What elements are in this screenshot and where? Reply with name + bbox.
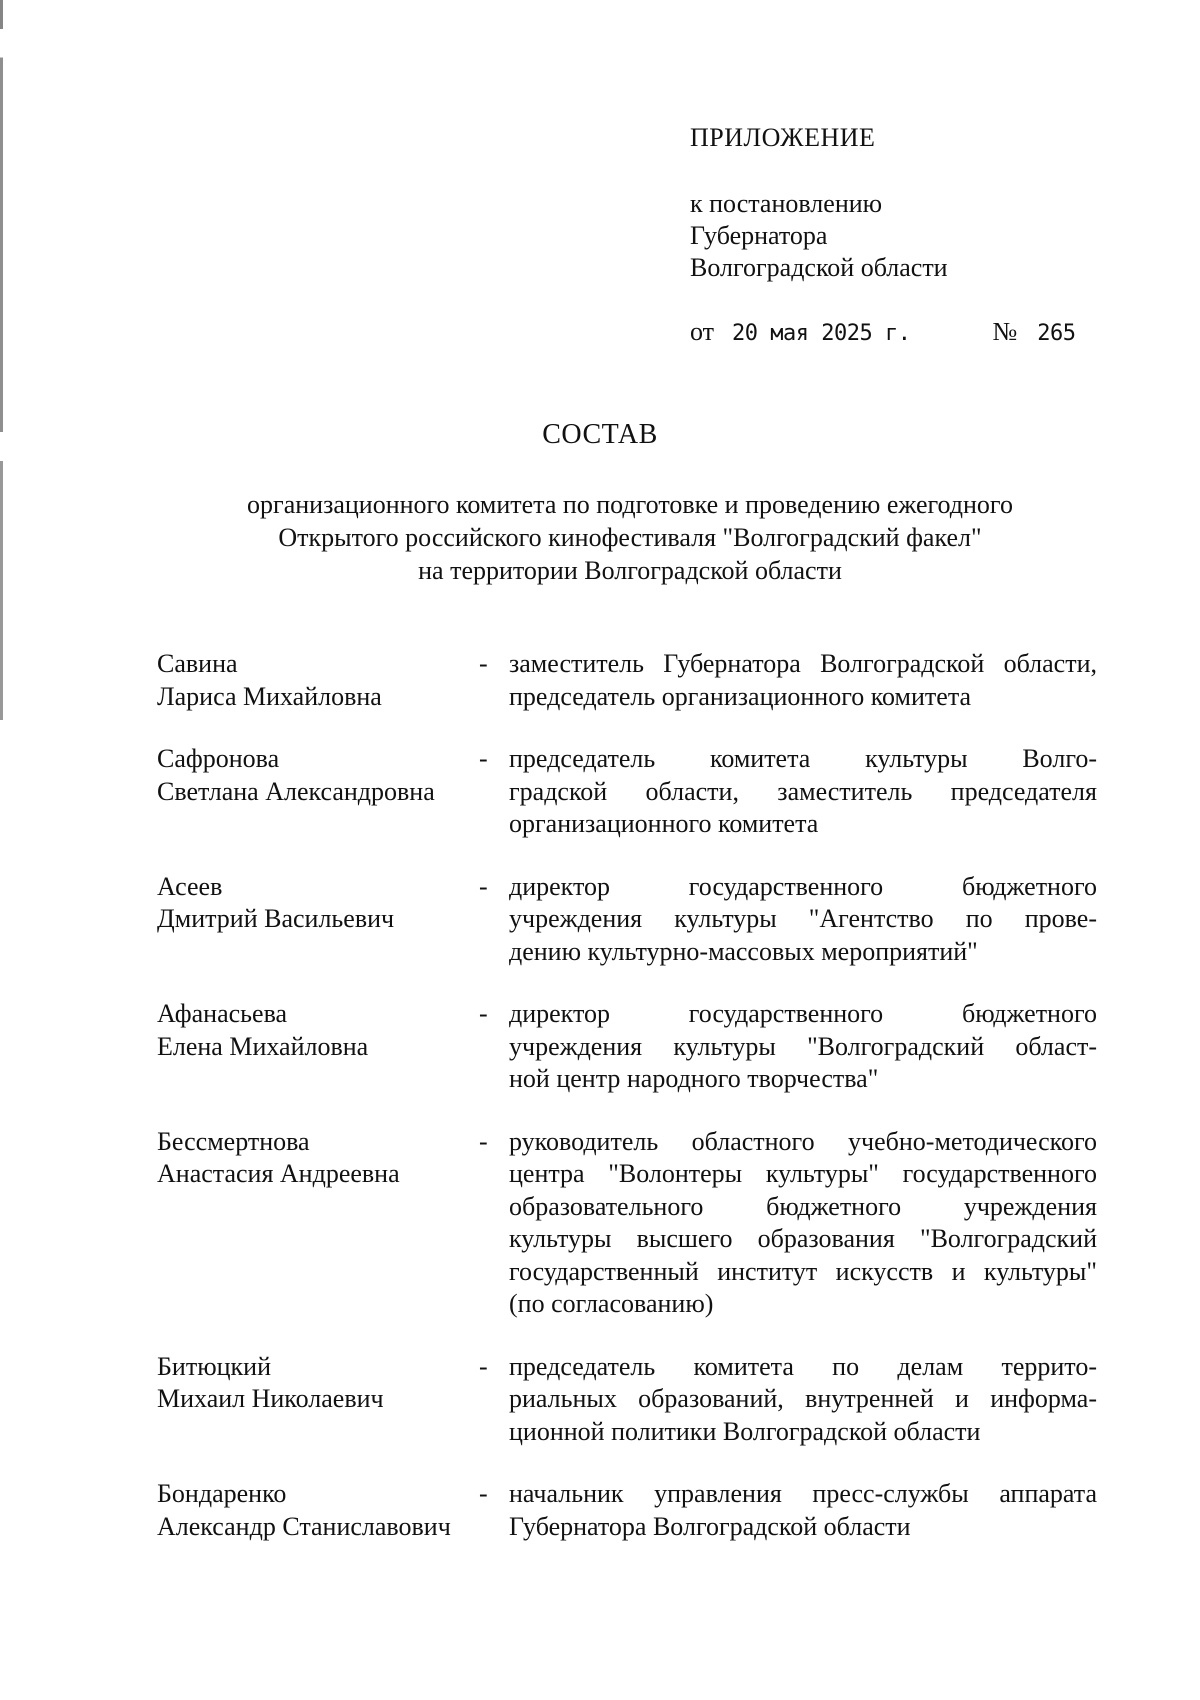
member-surname: Савина <box>157 649 238 678</box>
members-list <box>157 648 1097 1543</box>
member-entry <box>157 1126 1097 1321</box>
member-entry <box>157 1478 1097 1543</box>
role-line: градской области, заместитель председателя <box>509 776 1097 806</box>
member-name <box>157 743 479 808</box>
member-dash: - <box>479 1351 488 1381</box>
appendix-block <box>690 122 1110 350</box>
role-line: директор государственного бюджетного <box>509 871 1097 901</box>
member-surname: Асеев <box>157 871 223 901</box>
member-entry <box>157 743 1097 841</box>
role-line: организационного комитета <box>509 809 819 838</box>
scan-edge-artifact <box>0 0 3 720</box>
role-line: (по согласованию) <box>509 1289 714 1318</box>
role-line: риальных образований, внутренней и информа- <box>509 1384 1097 1413</box>
member-given-names: Светлана Александровна <box>157 776 435 806</box>
date-label: от <box>690 317 715 346</box>
member-dash: - <box>479 649 488 678</box>
member-name <box>157 1478 479 1543</box>
subtitle-line-3: на территории Волгоградской области <box>418 556 842 585</box>
role-line: учреждения культуры "Агентство по прове- <box>509 904 1097 933</box>
date-value: 20 мая 2025 г. <box>732 321 911 346</box>
member-surname: Бессмертнова <box>157 1126 310 1156</box>
member-role <box>509 998 1097 1096</box>
appendix-title: ПРИЛОЖЕНИЕ <box>690 123 876 152</box>
member-role <box>509 743 1097 841</box>
member-entry <box>157 648 1097 713</box>
member-surname: Сафронова <box>157 744 280 773</box>
member-surname: Битюцкий <box>157 1351 272 1381</box>
member-dash: - <box>479 871 488 901</box>
member-role <box>509 1126 1097 1321</box>
role-line: ной центр народного творчества" <box>509 1064 879 1093</box>
role-line: образовательного бюджетного учреждения <box>509 1191 1097 1221</box>
member-name <box>157 1126 479 1191</box>
role-line: Губернатора Волгоградской области <box>509 1511 911 1541</box>
number-sign: № <box>992 317 1018 346</box>
role-line: ционной политики Волгоградской области <box>509 1416 981 1446</box>
member-role <box>509 1351 1097 1449</box>
member-given-names: Дмитрий Васильевич <box>157 904 395 933</box>
role-line: председатель организационного комитета <box>509 681 972 711</box>
role-line: председатель комитета культуры Волго- <box>509 744 1097 773</box>
member-given-names: Анастасия Андреевна <box>157 1159 400 1188</box>
role-line: государственный институт искусств и культуры" <box>509 1256 1097 1286</box>
role-line: руководитель областного учебно-методического <box>509 1126 1097 1156</box>
number-value: 265 <box>1037 321 1076 346</box>
member-entry <box>157 1351 1097 1449</box>
role-line: учреждения культуры "Волгоградский област- <box>509 1031 1097 1061</box>
member-dash: - <box>479 744 488 773</box>
document-subtitle <box>150 488 1110 587</box>
appendix-line-1: к постановлению <box>690 189 883 218</box>
subtitle-line-1: организационного комитета по подготовке и проведению ежегодного <box>247 490 1013 519</box>
member-role <box>509 871 1097 969</box>
document-title: СОСТАВ <box>542 419 658 450</box>
appendix-line-2: Губернатора <box>690 221 828 250</box>
member-entry <box>157 998 1097 1096</box>
member-surname: Афанасьева <box>157 999 288 1028</box>
member-entry <box>157 871 1097 969</box>
role-line: культуры высшего образования "Волгоградский <box>509 1224 1097 1253</box>
role-line: центра "Волонтеры культуры" государственного <box>509 1159 1097 1188</box>
role-line: дению культурно-массовых мероприятий" <box>509 936 978 966</box>
member-name <box>157 998 479 1063</box>
member-given-names: Лариса Михайловна <box>157 681 382 711</box>
role-line: заместитель Губернатора Волгоградской области, <box>509 649 1097 678</box>
member-given-names: Елена Михайловна <box>157 1031 369 1061</box>
subtitle-line-2: Открытого российского кинофестиваля "Волгоградский факел" <box>278 523 982 552</box>
member-dash: - <box>479 999 488 1028</box>
member-name <box>157 1351 479 1416</box>
role-line: председатель комитета по делам террито- <box>509 1351 1097 1381</box>
member-role <box>509 1478 1097 1543</box>
role-line: директор государственного бюджетного <box>509 999 1097 1028</box>
appendix-line-3: Волгоградской области <box>690 253 948 282</box>
appendix-date-line <box>690 316 1110 350</box>
member-given-names: Александр Станиславович <box>157 1511 451 1541</box>
member-given-names: Михаил Николаевич <box>157 1384 384 1413</box>
member-dash: - <box>479 1126 488 1156</box>
member-surname: Бондаренко <box>157 1479 287 1508</box>
member-role <box>509 648 1097 713</box>
member-name <box>157 871 479 936</box>
role-line: начальник управления пресс-службы аппарата <box>509 1479 1097 1508</box>
member-dash: - <box>479 1479 488 1508</box>
member-name <box>157 648 479 713</box>
